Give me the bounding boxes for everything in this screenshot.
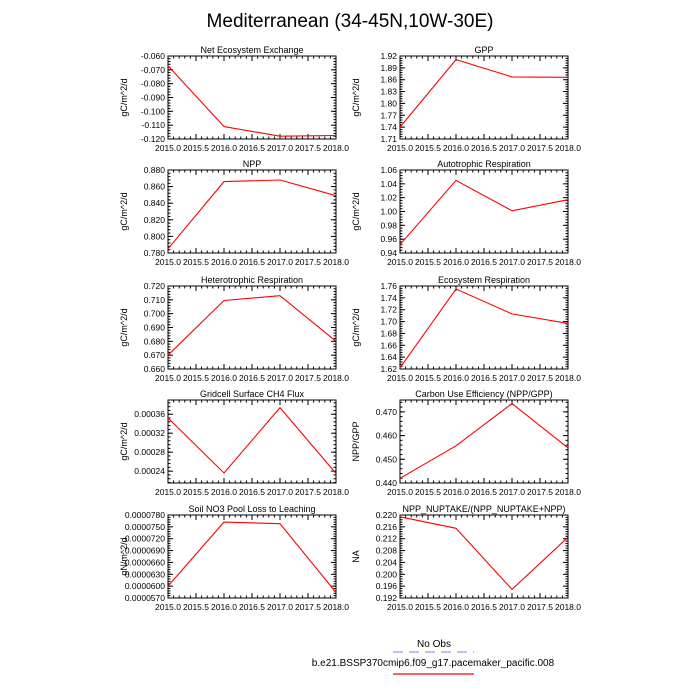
y-axis-label: gC/m^2/d [351,192,361,231]
x-tick-label: 2016.5 [471,373,497,383]
y-tick-label: 0.0000690 [124,545,165,556]
x-tick-label: 2016.0 [443,373,469,383]
x-tick-label: 2018.0 [323,373,349,383]
y-tick-label: 0.212 [375,533,397,544]
y-tick-label: 0.196 [375,581,397,592]
y-tick-label: 1.86 [380,74,397,85]
y-tick-label: -0.060 [140,51,165,61]
x-tick-label: 2016.0 [211,602,237,612]
panel-title: NPP_NUPTAKE/(NPP_NUPTAKE+NPP) [402,504,566,514]
y-tick-label: 0.450 [375,454,397,465]
y-tick-label: 0.670 [143,350,165,361]
legend-obs-label: No Obs [417,639,451,650]
y-tick-label: 0.98 [380,220,397,231]
x-tick-label: 2018.0 [555,487,581,497]
x-tick-label: 2017.0 [267,602,293,612]
y-axis-label: gC/m^2/d [351,308,361,347]
y-axis-label: NA [351,550,361,563]
y-tick-label: 0.00036 [134,409,165,420]
panel-title: Gridcell Surface CH4 Flux [199,389,305,399]
x-tick-label: 2016.0 [211,487,237,497]
panel-2 [119,159,349,267]
series-line [168,408,336,474]
y-tick-label: 0.840 [143,198,165,209]
y-tick-label: 1.06 [380,165,397,175]
x-tick-label: 2017.0 [267,257,293,267]
plot-frame [168,400,336,483]
x-tick-label: 2018.0 [323,143,349,153]
y-tick-label: 0.220 [375,510,397,520]
y-tick-label: 0.660 [143,364,165,374]
y-tick-label: 0.860 [143,181,165,192]
panel-3 [351,159,581,267]
panel-0 [119,45,349,153]
x-tick-label: 2018.0 [555,602,581,612]
y-tick-label: 0.0000720 [124,533,165,544]
y-tick-label: 0.00028 [134,447,165,458]
panel-title: Soil NO3 Pool Loss to Leaching [188,504,316,514]
series-line [400,517,568,590]
x-tick-label: 2016.5 [471,143,497,153]
legend-model-label: b.e21.BSSP370cmip6.f09_g17.pacemaker_pacific.008 [311,658,555,669]
y-tick-label: 1.89 [380,62,397,73]
x-tick-label: 2016.0 [211,257,237,267]
x-tick-label: 2018.0 [323,257,349,267]
x-tick-label: 2017.5 [527,487,553,497]
x-tick-label: 2016.5 [471,602,497,612]
x-tick-label: 2016.5 [239,143,265,153]
legend [312,639,555,674]
y-tick-label: 0.470 [375,406,397,417]
series-line [168,296,336,356]
x-tick-label: 2015.5 [183,602,209,612]
panel-title: NPP [242,159,262,169]
y-tick-label: 1.83 [380,86,397,97]
y-tick-label: 1.74 [380,122,397,133]
y-tick-label: -0.100 [140,106,165,117]
plot-frame [400,515,568,598]
x-tick-label: 2017.5 [527,257,553,267]
y-tick-label: 0.192 [375,593,397,603]
x-tick-label: 2015.5 [415,373,441,383]
panel-title: Heterotrophic Respiration [200,275,304,285]
y-tick-label: 1.71 [380,134,397,144]
y-tick-label: 0.0000570 [124,593,165,603]
y-tick-label: 0.0000750 [124,521,165,532]
x-tick-label: 2015.0 [387,487,413,497]
y-tick-label: 0.820 [143,214,165,225]
x-tick-label: 2016.5 [239,602,265,612]
y-tick-label: 1.00 [380,206,397,217]
series-line [400,180,568,244]
x-tick-label: 2016.5 [239,373,265,383]
y-tick-label: 1.74 [380,292,397,303]
x-tick-label: 2016.0 [443,487,469,497]
x-tick-label: 2017.0 [267,487,293,497]
series-line [400,289,568,368]
y-tick-label: 0.00032 [134,428,165,439]
plot-frame [168,56,336,139]
x-tick-label: 2015.5 [415,487,441,497]
y-tick-label: 0.0000660 [124,557,165,568]
x-tick-label: 2016.5 [239,487,265,497]
y-tick-label: 0.94 [380,248,397,258]
x-tick-label: 2017.5 [295,487,321,497]
y-tick-label: 0.710 [143,294,165,305]
x-tick-label: 2017.5 [295,373,321,383]
x-tick-label: 2015.5 [183,257,209,267]
y-axis-label: gC/m^2/d [119,422,129,461]
series-line [168,180,336,249]
x-tick-label: 2017.5 [295,257,321,267]
y-tick-label: 0.440 [375,478,397,488]
x-tick-label: 2015.5 [183,487,209,497]
y-tick-label: 0.0000630 [124,569,165,580]
x-tick-label: 2018.0 [323,602,349,612]
x-tick-label: 2016.5 [471,257,497,267]
x-tick-label: 2016.0 [443,602,469,612]
x-tick-label: 2015.0 [155,143,181,153]
y-axis-label: gC/m^2/d [119,192,129,231]
panels [119,45,581,612]
y-tick-label: -0.070 [140,64,165,75]
y-tick-label: 1.72 [380,304,397,315]
plot-frame [400,170,568,253]
y-tick-label: 1.80 [380,98,397,109]
panel-8 [119,504,349,612]
plot-frame [400,400,568,483]
y-tick-label: 0.800 [143,231,165,242]
y-tick-label: 0.720 [143,281,165,291]
y-tick-label: -0.110 [141,120,165,131]
panel-1 [351,45,581,153]
panel-title: Ecosystem Respiration [437,275,531,285]
y-tick-label: 0.204 [375,557,397,568]
y-tick-label: -0.090 [140,92,165,103]
x-tick-label: 2017.5 [295,602,321,612]
plot-frame [400,286,568,369]
panel-4 [119,275,349,383]
x-tick-label: 2015.5 [183,143,209,153]
y-tick-label: 0.0000780 [124,510,165,520]
x-tick-label: 2015.0 [387,257,413,267]
x-tick-label: 2015.0 [387,602,413,612]
y-tick-label: 0.880 [143,165,165,175]
x-tick-label: 2017.0 [499,143,525,153]
y-axis-label: gN/m^2/d [119,537,129,576]
y-axis-label: gC/m^2/d [119,308,129,347]
y-tick-label: -0.080 [140,78,165,89]
x-tick-label: 2015.0 [155,487,181,497]
x-tick-label: 2017.5 [527,143,553,153]
y-tick-label: 0.200 [375,569,397,580]
y-tick-label: 1.66 [380,340,397,351]
panel-title: GPP [474,45,494,55]
x-tick-label: 2018.0 [555,257,581,267]
x-tick-label: 2016.0 [211,143,237,153]
y-tick-label: 0.208 [375,545,397,556]
y-tick-label: 1.77 [380,110,397,121]
x-tick-label: 2015.5 [183,373,209,383]
panel-6 [119,389,349,497]
x-tick-label: 2018.0 [323,487,349,497]
panel-title: Autotrophic Respiration [437,159,531,169]
x-tick-label: 2015.0 [155,373,181,383]
x-tick-label: 2016.5 [471,487,497,497]
panel-title: Net Ecosystem Exchange [200,45,304,55]
y-tick-label: 1.70 [380,316,397,327]
x-tick-label: 2016.0 [443,143,469,153]
series-line [168,66,336,137]
y-axis-label: gC/m^2/d [351,78,361,117]
series-line [400,404,568,479]
series-line [400,60,568,128]
y-axis-label: gC/m^2/d [119,78,129,117]
y-tick-label: 0.700 [143,308,165,319]
y-tick-label: 0.780 [143,248,165,258]
panel-9 [351,504,581,612]
y-tick-label: 1.04 [380,178,397,189]
x-tick-label: 2015.5 [415,602,441,612]
x-tick-label: 2017.5 [295,143,321,153]
panel-title: Carbon Use Efficiency (NPP/GPP) [415,389,553,399]
y-tick-label: 0.680 [143,336,165,347]
x-tick-label: 2017.0 [499,373,525,383]
x-tick-label: 2018.0 [555,373,581,383]
x-tick-label: 2018.0 [555,143,581,153]
panel-7 [351,389,581,497]
x-tick-label: 2017.0 [267,373,293,383]
y-tick-label: 0.00024 [134,466,165,477]
panel-5 [351,275,581,383]
figure-title: Mediterranean (34-45N,10W-30E) [206,11,494,32]
x-tick-label: 2016.0 [443,257,469,267]
x-tick-label: 2017.0 [499,487,525,497]
plot-frame [168,170,336,253]
series-line [168,522,336,592]
y-tick-label: 1.76 [380,281,397,291]
x-tick-label: 2015.0 [155,602,181,612]
y-tick-label: 1.62 [380,364,397,374]
y-tick-label: 1.02 [380,192,397,203]
x-tick-label: 2017.0 [267,143,293,153]
y-tick-label: 0.460 [375,430,397,441]
x-tick-label: 2015.0 [387,143,413,153]
x-tick-label: 2016.5 [239,257,265,267]
x-tick-label: 2017.5 [527,602,553,612]
x-tick-label: 2017.0 [499,257,525,267]
x-tick-label: 2015.0 [387,373,413,383]
y-tick-label: -0.120 [140,134,165,144]
y-tick-label: 1.92 [380,51,397,61]
x-tick-label: 2017.0 [499,602,525,612]
x-tick-label: 2016.0 [211,373,237,383]
y-tick-label: 1.64 [380,352,397,363]
y-tick-label: 0.0000600 [124,581,165,592]
y-tick-label: 1.68 [380,328,397,339]
x-tick-label: 2017.5 [527,373,553,383]
x-tick-label: 2015.5 [415,143,441,153]
x-tick-label: 2015.0 [155,257,181,267]
y-tick-label: 0.690 [143,322,165,333]
y-tick-label: 0.216 [375,521,397,532]
y-tick-label: 0.96 [380,234,397,245]
x-tick-label: 2015.5 [415,257,441,267]
y-axis-label: NPP/GPP [351,421,361,462]
